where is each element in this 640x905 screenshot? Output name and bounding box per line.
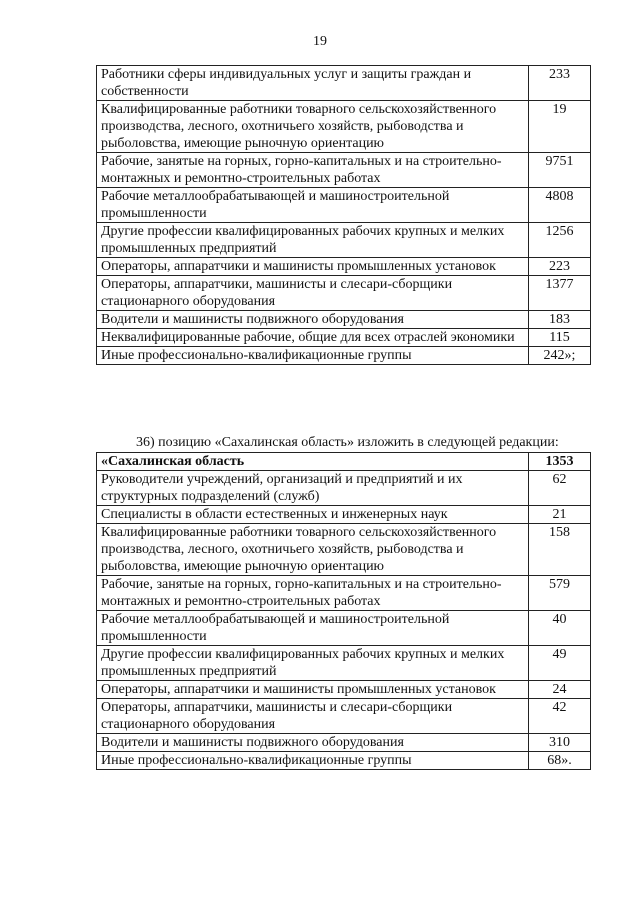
table-row xyxy=(97,153,591,188)
row-value: 40 xyxy=(529,611,591,646)
row-label: Рабочие металлообрабатывающей и машиностроительной промышленности xyxy=(97,611,529,646)
table-row xyxy=(97,329,591,347)
table-row xyxy=(97,101,591,153)
row-value: 9751 xyxy=(529,153,591,188)
row-label: Другие профессии квалифицированных рабочих крупных и мелких промышленных предприятий xyxy=(97,223,529,258)
table-row xyxy=(97,506,591,524)
row-value: 42 xyxy=(529,699,591,734)
row-label: Иные профессионально-квалификационные группы xyxy=(97,752,529,770)
profession-table-previous-region xyxy=(96,65,591,365)
row-value: 223 xyxy=(529,258,591,276)
row-value: 1377 xyxy=(529,276,591,311)
table-row xyxy=(97,576,591,611)
row-value: 579 xyxy=(529,576,591,611)
row-label: Операторы, аппаратчики, машинисты и слесари-сборщики стационарного оборудования xyxy=(97,699,529,734)
table-row xyxy=(97,734,591,752)
row-value: 1256 xyxy=(529,223,591,258)
row-label: Иные профессионально-квалификационные группы xyxy=(97,347,529,365)
row-value: 233 xyxy=(529,66,591,101)
row-label: Водители и машинисты подвижного оборудования xyxy=(97,311,529,329)
row-value: 49 xyxy=(529,646,591,681)
row-label: Руководители учреждений, организаций и предприятий и их структурных подразделений (служб) xyxy=(97,471,529,506)
table-row xyxy=(97,699,591,734)
region-total: 1353 xyxy=(529,453,591,471)
table-row xyxy=(97,188,591,223)
row-label: Операторы, аппаратчики, машинисты и слесари-сборщики стационарного оборудования xyxy=(97,276,529,311)
row-value: 158 xyxy=(529,524,591,576)
profession-table-sakhalin xyxy=(96,452,591,770)
row-value: 21 xyxy=(529,506,591,524)
row-value: 19 xyxy=(529,101,591,153)
table-header-row xyxy=(97,453,591,471)
row-value: 68». xyxy=(529,752,591,770)
table-row xyxy=(97,646,591,681)
table-row xyxy=(97,347,591,365)
table-row xyxy=(97,258,591,276)
amendment-paragraph: 36) позицию «Сахалинская область» изложить в следующей редакции: xyxy=(136,435,559,450)
table-row xyxy=(97,752,591,770)
row-value: 242»; xyxy=(529,347,591,365)
row-value: 62 xyxy=(529,471,591,506)
row-label: Квалифицированные работники товарного сельскохозяйственного производства, лесного, охотничьего хозяйств, рыбоводства и рыболовства, имеющие рыночную ориентацию xyxy=(97,524,529,576)
row-label: Водители и машинисты подвижного оборудования xyxy=(97,734,529,752)
table-row xyxy=(97,66,591,101)
row-label: Операторы, аппаратчики и машинисты промышленных установок xyxy=(97,681,529,699)
row-value: 115 xyxy=(529,329,591,347)
row-label: Другие профессии квалифицированных рабочих крупных и мелких промышленных предприятий xyxy=(97,646,529,681)
table-row xyxy=(97,223,591,258)
region-title: «Сахалинская область xyxy=(97,453,529,471)
table-row xyxy=(97,611,591,646)
row-label: Рабочие, занятые на горных, горно-капитальных и на строительно-монтажных и ремонтно-строительных работах xyxy=(97,153,529,188)
row-label: Операторы, аппаратчики и машинисты промышленных установок xyxy=(97,258,529,276)
row-label: Квалифицированные работники товарного сельскохозяйственного производства, лесного, охотничьего хозяйств, рыбоводства и рыболовства, имеющие рыночную ориентацию xyxy=(97,101,529,153)
row-label: Работники сферы индивидуальных услуг и защиты граждан и собственности xyxy=(97,66,529,101)
row-label: Рабочие металлообрабатывающей и машиностроительной промышленности xyxy=(97,188,529,223)
table-row xyxy=(97,276,591,311)
row-value: 183 xyxy=(529,311,591,329)
row-value: 4808 xyxy=(529,188,591,223)
row-label: Специалисты в области естественных и инженерных наук xyxy=(97,506,529,524)
row-value: 310 xyxy=(529,734,591,752)
page-number: 19 xyxy=(313,34,327,49)
table-row xyxy=(97,311,591,329)
table-row xyxy=(97,471,591,506)
table-row xyxy=(97,524,591,576)
row-label: Неквалифицированные рабочие, общие для всех отраслей экономики xyxy=(97,329,529,347)
row-value: 24 xyxy=(529,681,591,699)
table-row xyxy=(97,681,591,699)
row-label: Рабочие, занятые на горных, горно-капитальных и на строительно-монтажных и ремонтно-строительных работах xyxy=(97,576,529,611)
